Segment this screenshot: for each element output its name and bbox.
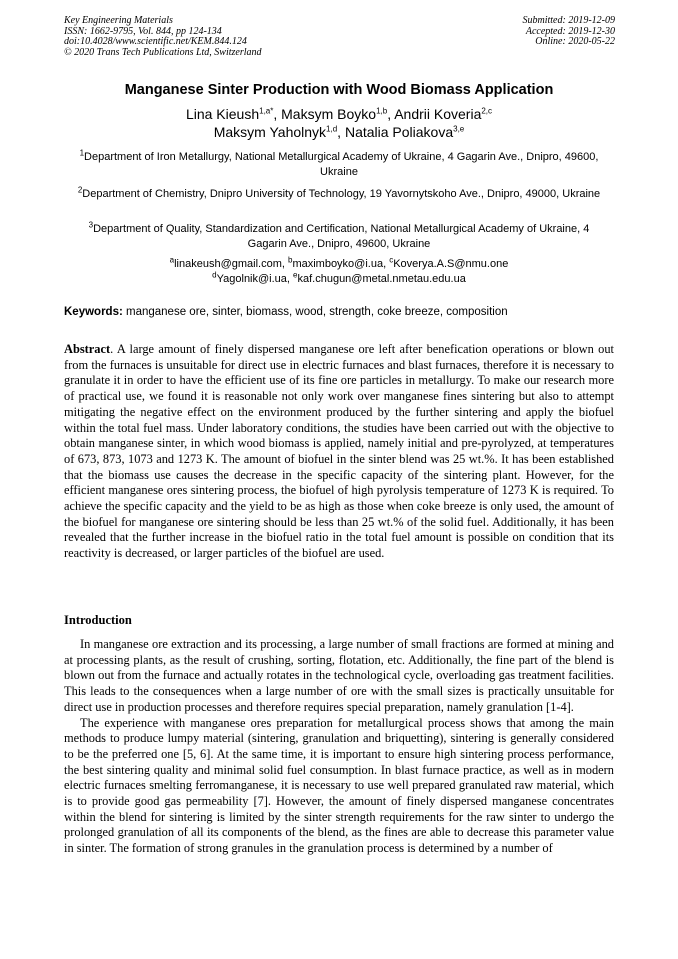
journal-name: Key Engineering Materials (64, 15, 173, 26)
author-name: Maksym Yaholnyk (213, 124, 327, 140)
affiliation-1 (70, 150, 608, 179)
author-superscript: 1,a* (259, 106, 274, 116)
affiliation-text: Department of Chemistry, Dnipro University of Technology, 19 Yavornytskoho Ave., Dnipro, 49000, Ukraine (82, 188, 601, 200)
affiliation-2 (70, 187, 608, 202)
affiliation-number: 3 (88, 220, 94, 230)
email-marker: d (212, 269, 217, 279)
affiliation-text: Department of Quality, Standardization and Certification, National Metallurgical Academy of Ukraine, 4 Gagarin Ave., Dnipro, 49600, Ukraine (93, 223, 590, 250)
author-superscript: 1,d (326, 124, 338, 134)
affiliation-number: 1 (79, 148, 85, 158)
submitted-date: Submitted: 2019-12-09 (522, 15, 615, 26)
abstract-text: . A large amount of finely dispersed manganese ore left after benefication operations or blown out from the furnaces is unsuitable for direct use in electric furnaces and blast furnaces, therefore it is necessary to granulate it in order to have the efficient use of its fine ore particles in metallurgy. To make our research more of practical use, we found it is reasonable not only work over manganese fines sintering but also to attempt mitigating the negative effect on the environment produced by the further sintering and apply the biofuel within the total fuel mass. Under laboratory conditions, the studies have been carried out with the objective to obtain manganese sinter, in which wood biomass is applied, namely initial and pre-pyrolyzed, at temperatures of 673, 873, 1073 and 1273 K. The amount of biofuel in the sinter blend was 25 wt.%. It has been established that the biomass use causes the decrease in the specific capacity of the sintering plant. However, for the efficient manganese ores sintering process, the biofuel of high pyrolysis temperature of 1273 K is required. To achieve the specific capacity and the yield to be as high as those when coke breeze is only used, the amount of the biofuel for manganese ore sintering should be less than 25 wt.% of the solid fuel. Additionally, it has been revealed that the further increase in the biofuel ratio in the total fuel amount is possible on condition that its reactivity is decreased, or larger particles of the biofuel are used. (64, 342, 614, 561)
email-link[interactable]: Koverya.A.S@nmu.one (393, 258, 509, 270)
paper-title: Manganese Sinter Production with Wood Biomass Application (124, 82, 554, 98)
author-superscript: 1,b (376, 106, 388, 116)
email-marker: a (169, 255, 175, 265)
journal-issn: ISSN: 1662-9795, Vol. 844, pp 124-134 (64, 25, 222, 37)
email-link[interactable]: linakeush@gmail.com (174, 258, 282, 270)
affiliation-text: Department of Iron Metallurgy, National Metallurgical Academy of Ukraine, 4 Gagarin Ave., Dnipro, 49600, Ukraine (84, 151, 599, 178)
author-superscript: 3,e (453, 124, 465, 134)
email-link[interactable]: maximboyko@i.ua (292, 258, 384, 270)
journal-info (64, 16, 262, 58)
affiliation-3 (70, 222, 608, 251)
email-marker: b (287, 255, 293, 265)
introduction-body (64, 637, 614, 857)
author-name: Andrii Koveria (394, 106, 482, 122)
author-list: Lina Kieush$^{1,a*}$, Maksym Boyko$^{1,b}$, Andrii Koveria$^{2,c}$ Maksym Yaholnyk$^{1,d}$, Natalia Poliakova$^{3,e}$ (185, 106, 493, 140)
abstract-label: Abstract (64, 342, 111, 356)
accepted-date: Accepted: 2019-12-30 (525, 25, 615, 37)
author-name: Maksym Boyko (281, 106, 377, 122)
journal-doi[interactable]: doi:10.4028/www.scientific.net/KEM.844.124 (64, 36, 247, 47)
email-link[interactable]: kaf.chugun@metal.nmetau.edu.ua (297, 272, 466, 285)
keywords-text: manganese ore, sinter, biomass, wood, strength, coke breeze, composition (126, 306, 508, 318)
paragraph: In manganese ore extraction and its processing, a large number of small fractions are formed at mining and at processing plants, as the result of crushing, sorting, flotation, etc. Additionally, the fine part of the blend is blown out from the furnace and actually rotates in the technological cycle, overloading gas treatment facilities. This leads to the consequences when a large number of ore with the small sizes is practically unsuitable for direct use in production processes and therefore requires special preparation, namely granulation [1-4]. (64, 637, 614, 714)
author-superscript: 2,c (481, 106, 493, 116)
email-marker: c (389, 255, 394, 265)
email-marker: e (293, 269, 298, 279)
publication-dates (523, 16, 616, 48)
author-emails: $^a$linakeush@gmail.com, $^b$maximboyko@i.ua, $^c$Koverya.A.S@nmu.one $^d$Yagolnik@i.ua, $^e$kaf.chugun@metal.nmetau.edu.ua (169, 255, 509, 285)
author-name: Natalia Poliakova (344, 124, 454, 140)
keywords-line (64, 305, 624, 320)
paragraph: The experience with manganese ores preparation for metallurgical process shows that among the main methods to produce lumpy material (sintering, granulation and briquetting), sintering is generally considered to be the preferred one [5, 6]. At the same time, it is important to ensure high sintering process performance, the best sintering quality and minimal solid fuel consumption. In blast furnace practice, as well as in modern electric furnaces smelting ferromanganese, it is necessary to use well prepared granulated raw material, which is to provide good gas permeability [7]. However, the amount of finely dispersed manganese concentrates within the blend for sintering is limited by the sinter strength requirements for the raw sinter to undergo the prolonged granulation of all its components of the blend, as the fines are able to decrease this parameter value in sinter. The formation of strong granules in the granulation process is determined by a number of (64, 715, 614, 856)
online-date: Online: 2020-05-22 (535, 36, 615, 47)
email-link[interactable]: Yagolnik@i.ua (216, 272, 287, 285)
author-name: Lina Kieush (185, 106, 260, 122)
journal-copyright: © 2020 Trans Tech Publications Ltd, Switzerland (64, 46, 262, 58)
section-heading-introduction: Introduction (64, 613, 132, 627)
keywords-label: Keywords: (64, 306, 123, 318)
affiliation-number: 2 (77, 185, 83, 195)
abstract (64, 342, 614, 562)
